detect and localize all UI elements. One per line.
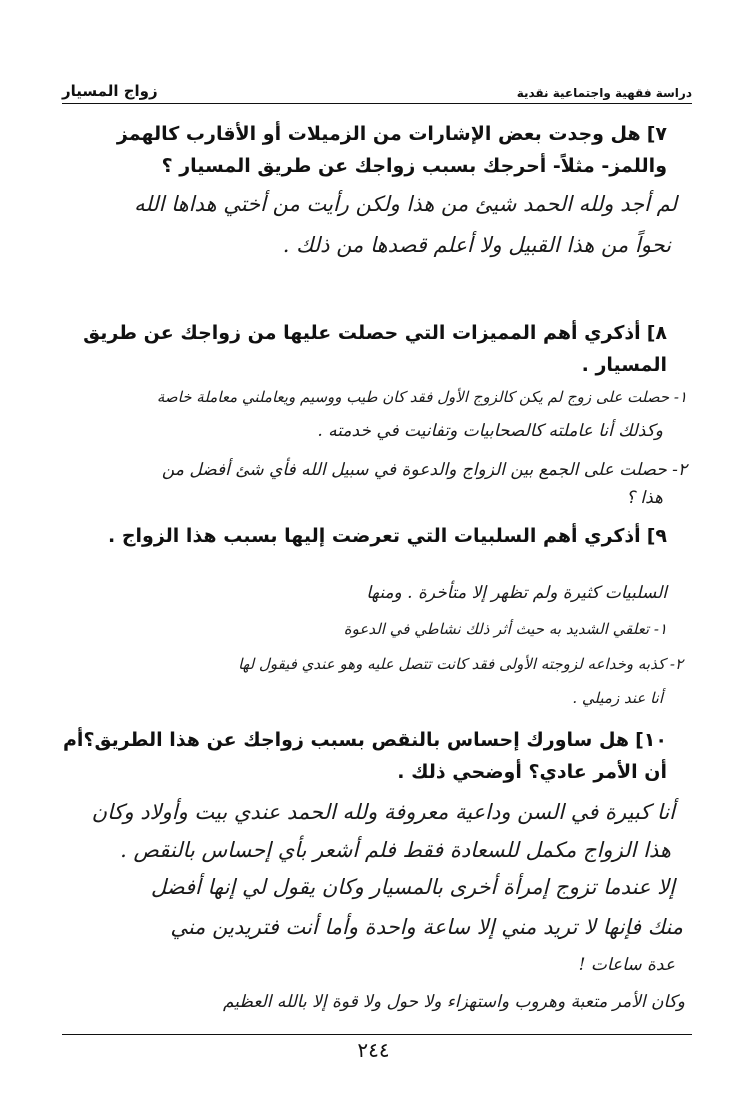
footer-divider	[62, 1034, 692, 1035]
question-text: أذكري أهم المميزات التي حصلت عليها من زواجك عن طريق	[83, 322, 641, 344]
handwritten-answer-line: وكان الأمر متعبة وهروب واستهزاء ولا حول ولا قوة إلا بالله العظيم	[222, 992, 685, 1012]
handwritten-answer-line: هذا ؟	[625, 488, 663, 508]
header-divider	[62, 103, 692, 104]
handwritten-answer-line: عدة ساعات !	[578, 955, 675, 975]
handwritten-answer-line: أنا كبيرة في السن وداعية معروفة ولله الحمد عندي بيت وأولاد وكان	[91, 800, 675, 824]
question-8	[83, 317, 667, 381]
question-text: هل وجدت بعض الإشارات من الزميلات أو الأقارب كالهمز	[116, 123, 641, 145]
handwritten-answer-line: أنا عند زميلي .	[572, 689, 663, 707]
handwritten-answer-line: ١- حصلت على زوج لم يكن كالزوج الأول فقد كان طيب ووسيم ويعاملني معاملة خاصة	[156, 388, 687, 406]
question-number: ٩]	[646, 525, 667, 547]
handwritten-answer-line: ١- تعلقي الشديد به حيث أثر ذلك نشاطي في الدعوة	[343, 620, 667, 638]
running-header	[62, 78, 692, 100]
handwritten-answer-line: ٢- كذبه وخداعه لزوجته الأولى فقد كانت تتصل عليه وهو عندي فيقول لها	[238, 655, 683, 673]
page-number: ٢٤٤	[357, 1038, 390, 1062]
question-number: ٧]	[646, 123, 667, 145]
handwritten-answer-line: لم أجد ولله الحمد شيئ من هذا ولكن رأيت من أختي هداها الله	[134, 192, 677, 216]
handwritten-answer-line: وكذلك أنا عاملته كالصحابيات وتفانيت في خدمته .	[317, 421, 663, 441]
question-text: أن الأمر عادي؟ أوضحي ذلك .	[397, 761, 667, 783]
handwritten-answer-line: ٢- حصلت على الجمع بين الزواج والدعوة في سبيل الله فأي شئ أفضل من	[161, 460, 687, 480]
question-7	[107, 118, 667, 182]
question-text: هل ساورك إحساس بالنقص بسبب زواجك عن هذا الطريق؟أم	[63, 729, 630, 751]
book-title: زواج المسيار	[62, 82, 158, 100]
question-text: أذكري أهم السلبيات التي تعرضت إليها بسبب هذا الزواج .	[108, 525, 641, 547]
question-number: ١٠]	[635, 729, 667, 751]
handwritten-answer-line: هذا الزواج مكمل للسعادة فقط فلم أشعر بأي إحساس بالنقص .	[120, 838, 671, 862]
handwritten-answer-line: منك فإنها لا تريد مني إلا ساعة واحدة وأما أنت فتريدين مني	[170, 915, 683, 939]
question-10	[63, 724, 667, 788]
handwritten-answer-line: نحواً من هذا القبيل ولا أعلم قصدها من ذلك .	[282, 233, 671, 257]
handwritten-answer-line: السلبيات كثيرة ولم تظهر إلا متأخرة . ومنها	[366, 583, 667, 603]
question-9	[107, 520, 667, 552]
handwritten-answer-line: إلا عندما تزوج إمرأة أخرى بالمسيار وكان يقول لي إنها أفضل	[150, 875, 675, 899]
question-number: ٨]	[646, 322, 667, 344]
book-subtitle: دراسة فقهية واجتماعية نقدية	[516, 86, 692, 100]
question-text: المسيار .	[581, 354, 667, 376]
question-text: واللمز- مثلاً- أحرجك بسبب زواجك عن طريق المسيار ؟	[161, 155, 667, 177]
